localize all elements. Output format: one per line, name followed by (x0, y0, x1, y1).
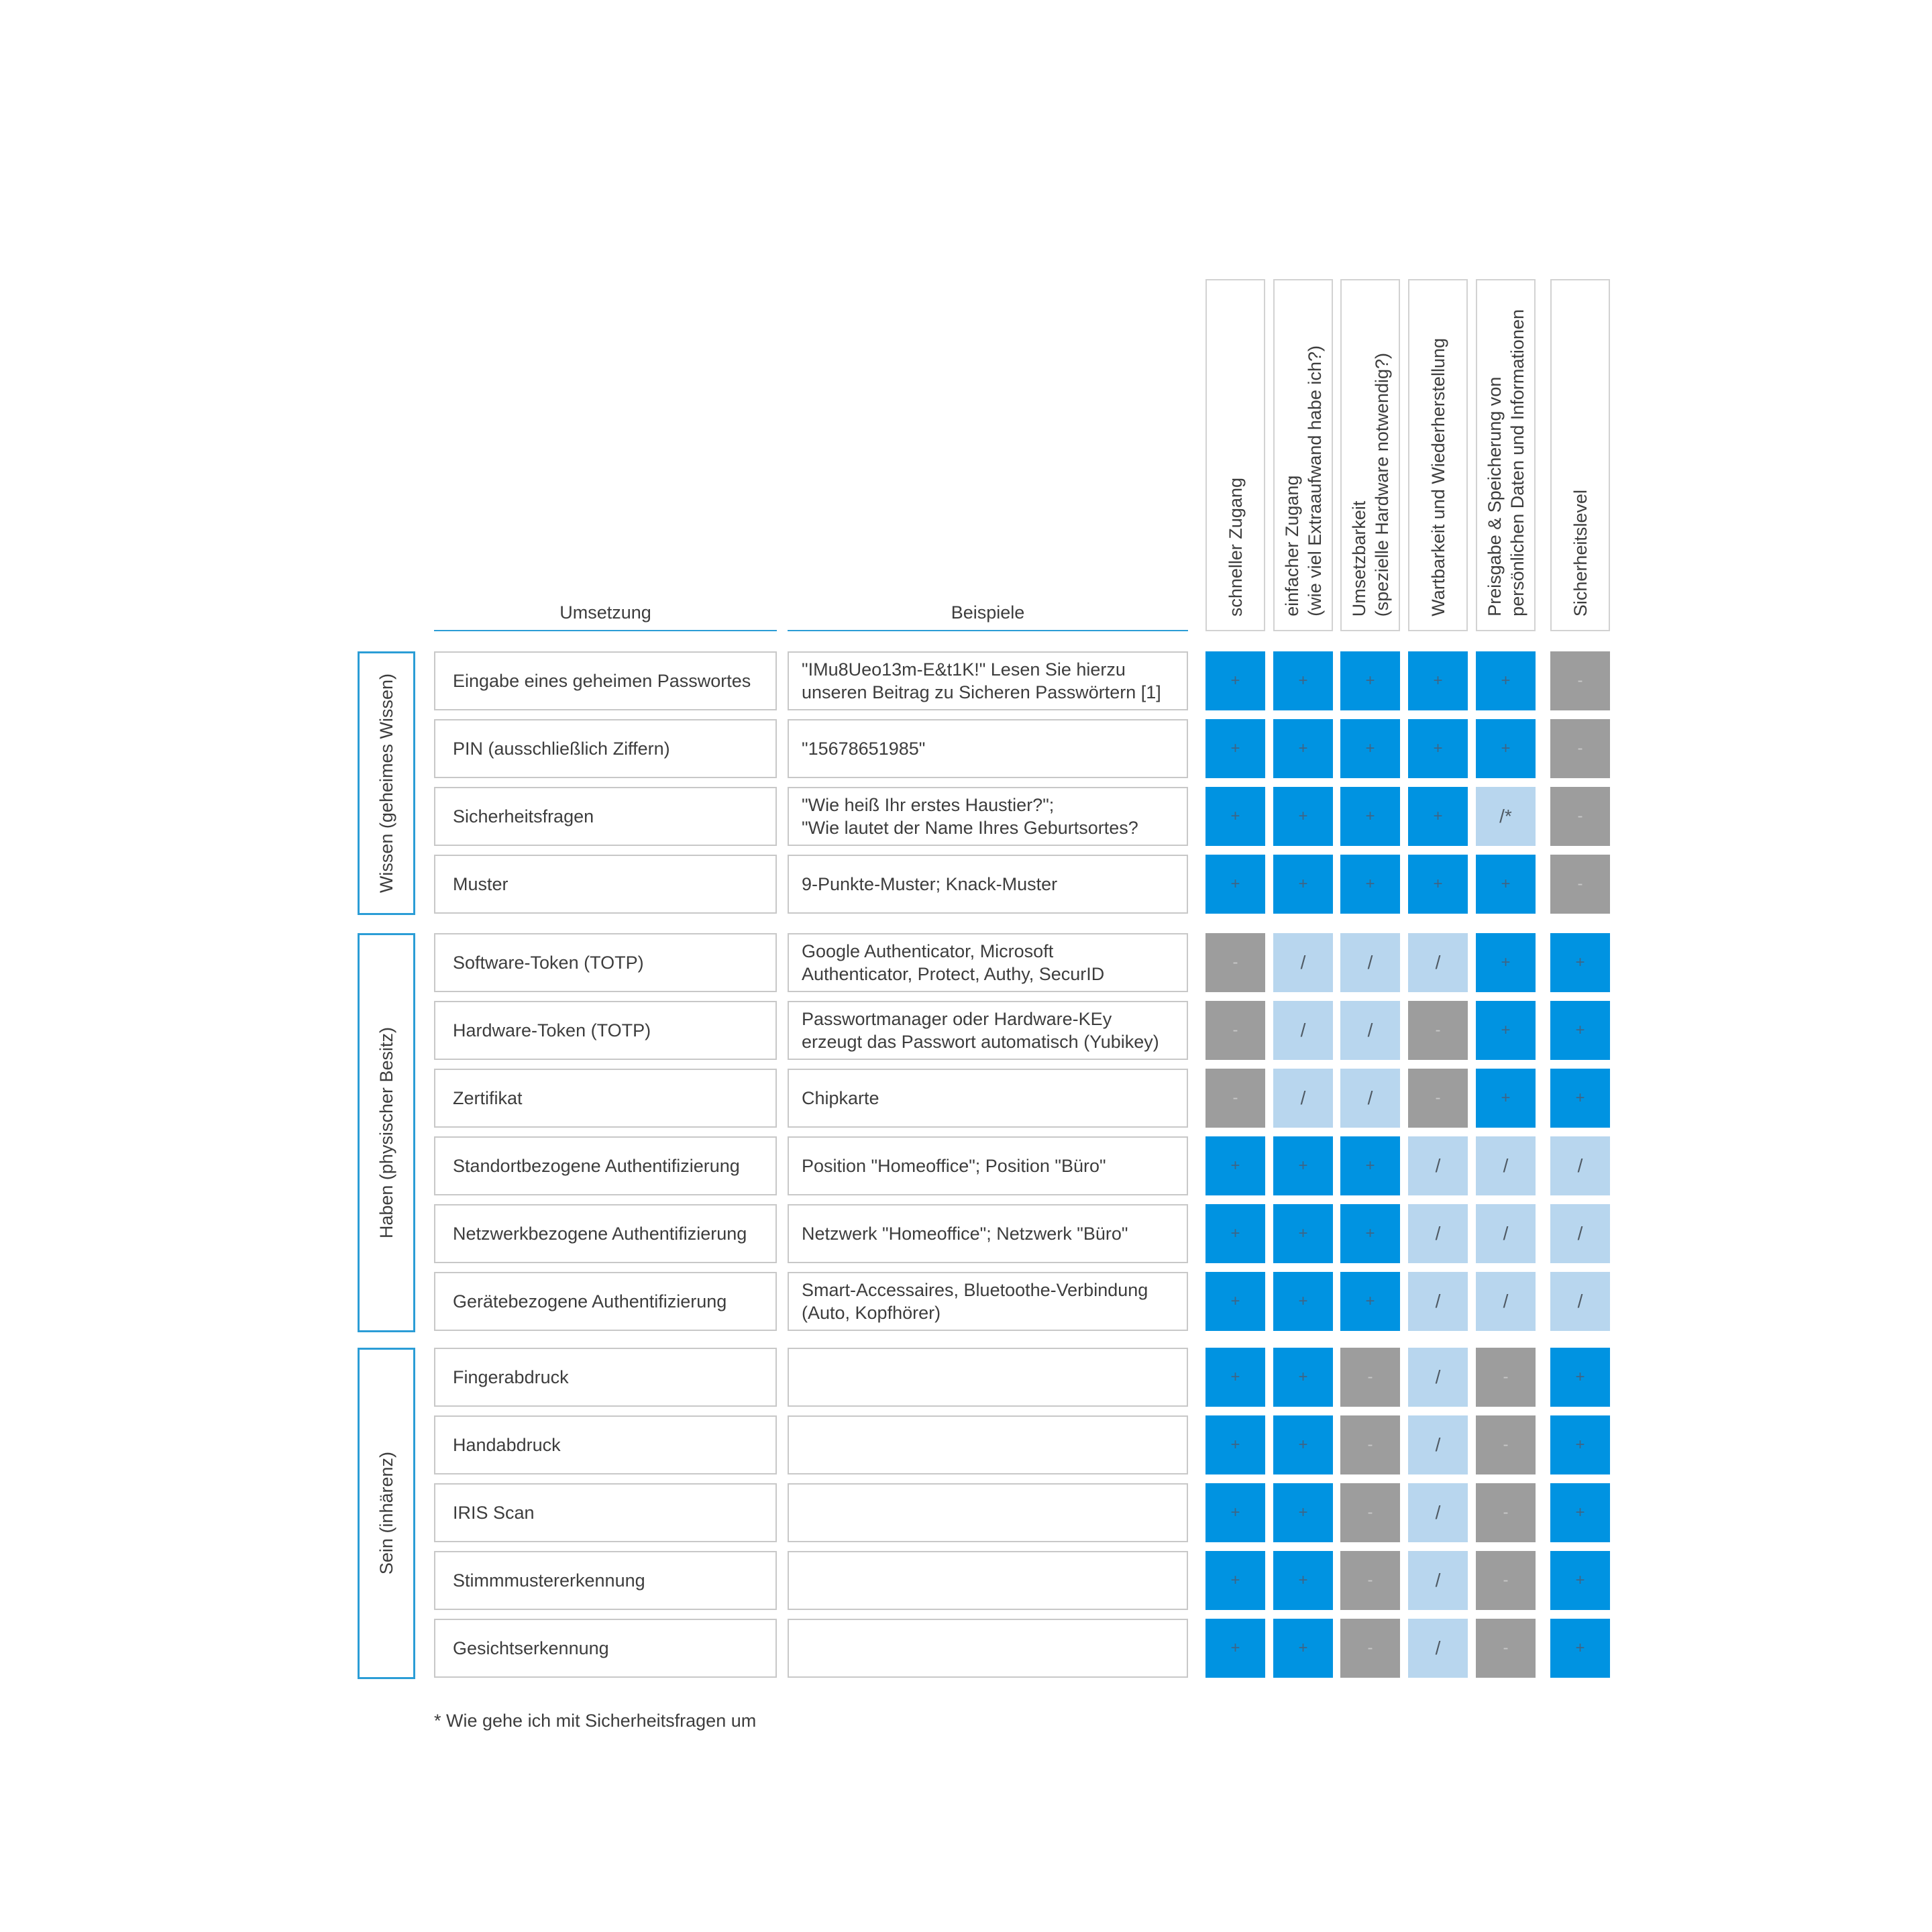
criterion-label-line: (spezielle Hardware notwendig?) (1371, 352, 1392, 616)
beispiele-text-line: Google Authenticator, Microsoft (802, 941, 1054, 961)
umsetzung-text: Sicherheitsfragen (453, 806, 594, 826)
criterion-label-line: Wartbarkeit und Wiederherstellung (1428, 338, 1448, 616)
rating-cell: + (1273, 1348, 1333, 1407)
criterion-label-line: Umsetzbarkeit (1348, 500, 1369, 616)
rating-cell: / (1476, 1272, 1536, 1331)
rating-cell: + (1340, 787, 1400, 846)
rating-cell: + (1476, 651, 1536, 710)
umsetzung-text: Handabdruck (453, 1435, 561, 1455)
rating-cell: + (1205, 1204, 1265, 1263)
rating-cell: + (1205, 855, 1265, 914)
beispiele-cell (788, 1619, 1188, 1678)
group-label (375, 674, 398, 893)
rating-cell: + (1340, 719, 1400, 778)
beispiele-text-line: Smart-Accessaires, Bluetoothe-Verbindung (802, 1280, 1148, 1300)
umsetzung-cell (434, 1348, 777, 1407)
umsetzung-text: Muster (453, 874, 508, 894)
criterion-header (1476, 279, 1536, 631)
beispiele-cell (788, 1136, 1188, 1195)
rating-cell: + (1340, 651, 1400, 710)
rating-cell: - (1476, 1551, 1536, 1610)
beispiele-text-line: unseren Beitrag zu Sicheren Passwörtern [1] (802, 682, 1161, 702)
criterion-header (1273, 279, 1333, 631)
rating-cell: / (1408, 1551, 1468, 1610)
rating-cell: + (1273, 855, 1333, 914)
rating-cell: + (1550, 1415, 1610, 1474)
rating-cell: + (1205, 1415, 1265, 1474)
beispiele-cell (788, 1272, 1188, 1331)
criterion-label (1224, 478, 1247, 616)
beispiele-text-line: 9-Punkte-Muster; Knack-Muster (802, 874, 1058, 894)
criterion-header (1408, 279, 1468, 631)
rating-cell: + (1205, 719, 1265, 778)
beispiele-text-line: "IMu8Ueo13m-E&t1K!" Lesen Sie hierzu (802, 659, 1126, 680)
umsetzung-cell (434, 1001, 777, 1060)
rating-cell: / (1408, 1483, 1468, 1542)
rating-cell: - (1476, 1619, 1536, 1678)
rating-cell: - (1476, 1483, 1536, 1542)
beispiele-text-line: erzeugt das Passwort automatisch (Yubikey) (802, 1032, 1159, 1052)
rating-cell: + (1550, 1619, 1610, 1678)
rating-cell: + (1205, 1619, 1265, 1678)
rating-cell: / (1476, 1136, 1536, 1195)
rating-cell: + (1205, 651, 1265, 710)
criterion-label-line: Sicherheitslevel (1570, 489, 1591, 616)
rating-cell: - (1408, 1069, 1468, 1128)
umsetzung-cell (434, 1204, 777, 1263)
umsetzung-cell (434, 787, 777, 846)
rating-cell: - (1340, 1415, 1400, 1474)
beispiele-cell (788, 651, 1188, 710)
umsetzung-column-header: Umsetzung (434, 599, 777, 631)
beispiele-cell (788, 933, 1188, 992)
umsetzung-cell (434, 1136, 777, 1195)
beispiele-cell (788, 1415, 1188, 1474)
umsetzung-text: IRIS Scan (453, 1503, 535, 1523)
rating-cell: / (1408, 1348, 1468, 1407)
rating-cell: + (1550, 1348, 1610, 1407)
rating-cell: / (1550, 1272, 1610, 1331)
rating-cell: + (1273, 719, 1333, 778)
rating-cell: - (1476, 1348, 1536, 1407)
rating-cell: + (1205, 787, 1265, 846)
beispiele-text-line: (Auto, Kopfhörer) (802, 1303, 941, 1323)
beispiele-cell (788, 1483, 1188, 1542)
rating-cell: + (1550, 1069, 1610, 1128)
footnote: * Wie gehe ich mit Sicherheitsfragen um (434, 1711, 757, 1731)
umsetzung-cell (434, 1272, 777, 1331)
beispiele-text-line: Netzwerk "Homeoffice"; Netzwerk "Büro" (802, 1224, 1128, 1244)
criterion-label-line: (wie viel Extraaufwand habe ich?) (1304, 345, 1325, 616)
beispiele-text-line: Position "Homeoffice"; Position "Büro" (802, 1156, 1106, 1176)
beispiele-column-header: Beispiele (788, 599, 1188, 631)
rating-cell: + (1476, 1001, 1536, 1060)
rating-cell: + (1273, 787, 1333, 846)
rating-cell: + (1408, 651, 1468, 710)
criterion-label-line: Preisgabe & Speicherung von (1484, 376, 1505, 616)
rating-cell: /* (1476, 787, 1536, 846)
umsetzung-cell (434, 1415, 777, 1474)
rating-cell: + (1205, 1551, 1265, 1610)
rating-cell: / (1273, 933, 1333, 992)
criterion-label-line: einfacher Zugang (1281, 475, 1302, 616)
beispiele-cell (788, 1348, 1188, 1407)
rating-cell: / (1273, 1069, 1333, 1128)
rating-cell: + (1550, 1551, 1610, 1610)
rating-cell: + (1476, 719, 1536, 778)
criterion-label-line: schneller Zugang (1225, 477, 1246, 616)
rating-cell: / (1408, 1415, 1468, 1474)
rating-cell: + (1550, 1483, 1610, 1542)
rating-cell: - (1205, 1069, 1265, 1128)
rating-cell: + (1550, 933, 1610, 992)
group-box (358, 651, 415, 915)
rating-cell: / (1408, 1619, 1468, 1678)
rating-cell: + (1205, 1272, 1265, 1331)
beispiele-text-line: "Wie lautet der Name Ihres Geburtsortes? (802, 818, 1138, 838)
rating-cell: / (1340, 933, 1400, 992)
beispiele-text-line: Passwortmanager oder Hardware-KEy (802, 1009, 1112, 1029)
rating-cell: + (1205, 1136, 1265, 1195)
umsetzung-text: Eingabe eines geheimen Passwortes (453, 671, 751, 691)
rating-cell: / (1340, 1001, 1400, 1060)
group-box (358, 933, 415, 1332)
umsetzung-cell (434, 1619, 777, 1678)
criterion-header (1205, 279, 1265, 631)
beispiele-text-line: "Wie heiß Ihr erstes Haustier?"; (802, 795, 1055, 815)
rating-cell: - (1550, 855, 1610, 914)
rating-cell: + (1273, 1551, 1333, 1610)
rating-cell: - (1476, 1415, 1536, 1474)
rating-cell: + (1273, 1483, 1333, 1542)
rating-cell: + (1340, 855, 1400, 914)
rating-cell: + (1205, 1483, 1265, 1542)
beispiele-cell (788, 787, 1188, 846)
rating-cell: - (1340, 1619, 1400, 1678)
umsetzung-cell (434, 1069, 777, 1128)
umsetzung-cell (434, 651, 777, 710)
rating-cell: + (1273, 1415, 1333, 1474)
beispiele-text-line: "15678651985" (802, 739, 926, 759)
rating-cell: + (1476, 1069, 1536, 1128)
group-label (375, 1027, 398, 1238)
rating-cell: - (1340, 1348, 1400, 1407)
umsetzung-text: Gerätebezogene Authentifizierung (453, 1291, 727, 1311)
criterion-label (1483, 309, 1529, 616)
rating-cell: + (1550, 1001, 1610, 1060)
umsetzung-text: Netzwerkbezogene Authentifizierung (453, 1224, 747, 1244)
umsetzung-cell (434, 719, 777, 778)
rating-cell: + (1340, 1136, 1400, 1195)
group-label-text: Wissen (geheimes Wissen) (376, 673, 396, 894)
rating-cell: + (1273, 1204, 1333, 1263)
rating-cell: + (1273, 1619, 1333, 1678)
beispiele-text-line: Authenticator, Protect, Authy, SecurID (802, 964, 1105, 984)
umsetzung-text: Fingerabdruck (453, 1367, 569, 1387)
umsetzung-cell (434, 855, 777, 914)
criterion-label (1281, 345, 1326, 616)
umsetzung-cell (434, 1551, 777, 1610)
beispiele-cell (788, 1204, 1188, 1263)
umsetzung-cell (434, 933, 777, 992)
umsetzung-text: Hardware-Token (TOTP) (453, 1020, 651, 1040)
rating-cell: + (1408, 787, 1468, 846)
criterion-label-line: persönlichen Daten und Informationen (1507, 309, 1527, 616)
umsetzung-text: Standortbezogene Authentifizierung (453, 1156, 740, 1176)
group-box (358, 1348, 415, 1679)
umsetzung-text: Zertifikat (453, 1088, 523, 1108)
beispiele-cell (788, 1069, 1188, 1128)
rating-cell: - (1205, 1001, 1265, 1060)
rating-cell: + (1273, 651, 1333, 710)
criterion-header (1340, 279, 1400, 631)
rating-cell: + (1205, 1348, 1265, 1407)
beispiele-cell (788, 719, 1188, 778)
rating-cell: + (1408, 719, 1468, 778)
rating-cell: / (1476, 1204, 1536, 1263)
rating-cell: / (1408, 1136, 1468, 1195)
rating-cell: - (1550, 651, 1610, 710)
rating-cell: / (1408, 1272, 1468, 1331)
rating-cell: - (1550, 787, 1610, 846)
rating-cell: + (1476, 933, 1536, 992)
rating-cell: - (1550, 719, 1610, 778)
rating-cell: / (1550, 1204, 1610, 1263)
beispiele-cell (788, 855, 1188, 914)
rating-cell: + (1408, 855, 1468, 914)
umsetzung-text: Gesichtserkennung (453, 1638, 609, 1658)
rating-cell: / (1408, 1204, 1468, 1263)
group-label-text: Haben (physischer Besitz) (376, 1026, 396, 1239)
rating-cell: - (1408, 1001, 1468, 1060)
rating-cell: / (1408, 933, 1468, 992)
rating-cell: - (1205, 933, 1265, 992)
rating-cell: - (1340, 1483, 1400, 1542)
beispiele-text-line: Chipkarte (802, 1088, 879, 1108)
group-label (375, 1452, 398, 1574)
rating-cell: + (1340, 1204, 1400, 1263)
group-label-text: Sein (inhärenz) (376, 1452, 396, 1575)
beispiele-cell (788, 1001, 1188, 1060)
beispiele-cell (788, 1551, 1188, 1610)
rating-cell: / (1273, 1001, 1333, 1060)
criterion-label (1427, 338, 1450, 616)
rating-cell: / (1340, 1069, 1400, 1128)
rating-cell: + (1476, 855, 1536, 914)
criterion-label (1348, 353, 1393, 616)
rating-cell: - (1340, 1551, 1400, 1610)
criterion-label (1569, 490, 1592, 616)
umsetzung-text: PIN (ausschließlich Ziffern) (453, 739, 670, 759)
rating-cell: + (1340, 1272, 1400, 1331)
umsetzung-text: Stimmmustererkennung (453, 1570, 645, 1591)
rating-cell: / (1550, 1136, 1610, 1195)
rating-cell: + (1273, 1136, 1333, 1195)
umsetzung-text: Software-Token (TOTP) (453, 953, 644, 973)
criterion-header (1550, 279, 1610, 631)
rating-cell: + (1273, 1272, 1333, 1331)
umsetzung-cell (434, 1483, 777, 1542)
